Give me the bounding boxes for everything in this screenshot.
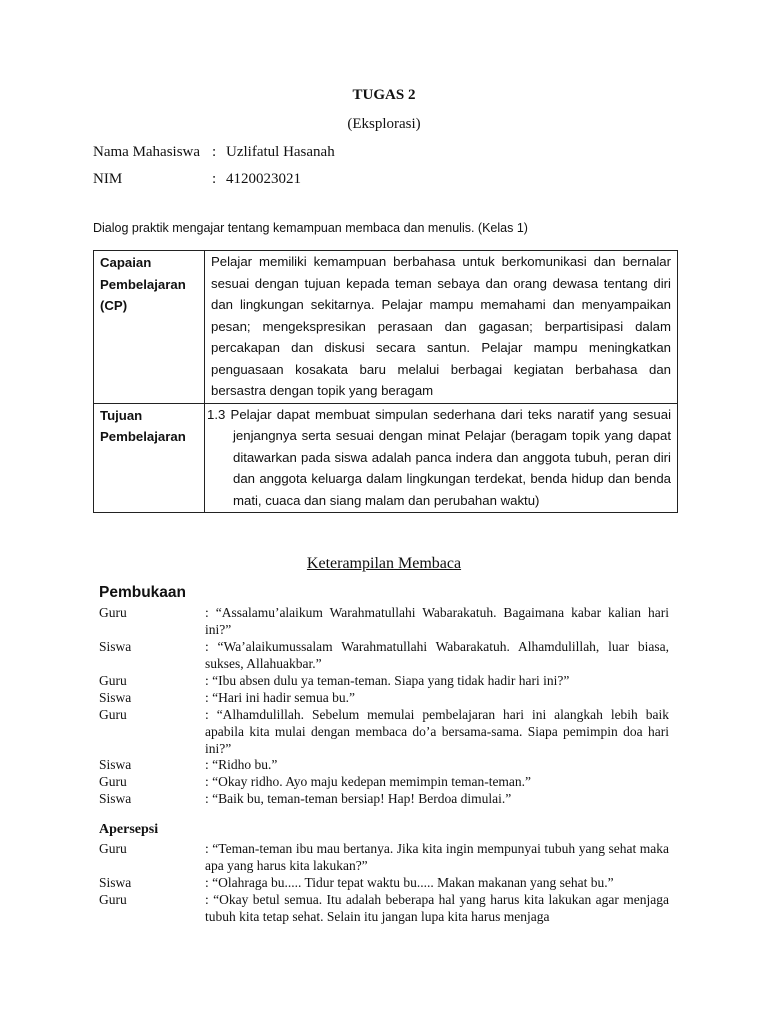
section-title: Keterampilan Membaca [306,555,462,572]
name-label: Nama Mahasiswa [93,144,201,160]
dialog-line [99,790,669,807]
speaker: Guru [99,892,127,907]
name-colon: : [212,144,217,160]
utterance: : “Wa’alaikumussalam Warahmatullahi Wabarakatuh. Alhamdulillah, luar biasa, sukses, Allahuakbar.” [205,639,669,671]
utterance: : “Okay betul semua. Itu adalah beberapa hal yang harus kita lakukan agar menjaga tubuh kita tetap sehat. Selain itu jangan lupa kita harus menjaga [205,892,669,924]
speaker: Guru [99,841,127,856]
tp-label: Tujuan Pembelajaran [94,403,205,513]
speaker: Siswa [99,757,132,772]
speaker: Guru [99,605,127,620]
tp-row [94,403,678,513]
dialog-line [99,891,669,925]
utterance: : “Olahraga bu..... Tidur tepat waktu bu..... Makan makanan yang sehat bu.” [205,875,614,890]
utterance: : “Ibu absen dulu ya teman-teman. Siapa yang tidak hadir hari ini?” [205,673,570,688]
dialog-line [99,773,669,790]
cp-text: Pelajar memiliki kemampuan berbahasa untuk berkomunikasi dan bernalar sesuai dengan tujuan kepada teman sebaya dan orang dewasa tentang diri dan lingkungan sekitarnya. Pelajar mampu memahami dan menyampaikan pesan; mengekspresikan perasaan dan gagasan; berpartisipasi dalam percakapan dan diskusi secara santun. Pelajar mampu meningkatkan penguasaan kosakata baru melalui berbagai kegiatan berbahasa dan bersastra dengan topik yang beragam [205,251,678,404]
apersepsi-heading: Apersepsi [99,822,159,837]
utterance: : “Alhamdulillah. Sebelum memulai pembelajaran hari ini alangkah lebih baik apabila kita mulai dengan membaca do’a bersama-sama. Siapa pemimpin doa hari ini?” [205,707,669,756]
speaker: Guru [99,774,127,789]
doc-title: TUGAS 2 [352,87,416,103]
dialog-line [99,672,669,689]
speaker: Siswa [99,639,132,654]
speaker: Siswa [99,791,132,806]
speaker: Guru [99,707,127,722]
learning-objectives-table [93,250,678,513]
dialog-line [99,874,669,891]
speaker: Guru [99,673,127,688]
dialog-line [99,689,669,706]
dialog-line [99,840,669,874]
cp-row [94,251,678,404]
dialog-line [99,706,669,757]
nim-label: NIM [93,171,123,187]
utterance: : “Assalamu’alaikum Warahmatullahi Wabarakatuh. Bagaimana kabar kalian hari ini?” [205,605,669,637]
utterance: : “Baik bu, teman-teman bersiap! Hap! Berdoa dimulai.” [205,791,512,806]
utterance: : “Okay ridho. Ayo maju kedepan memimpin teman-teman.” [205,774,532,789]
nim-colon: : [212,171,217,187]
pembukaan-heading: Pembukaan [99,584,187,601]
speaker: Siswa [99,875,132,890]
utterance: : “Ridho bu.” [205,757,278,772]
speaker: Siswa [99,690,132,705]
dialog-line [99,638,669,672]
tp-text: 1.3 Pelajar dapat membuat simpulan sederhana dari teks naratif yang sesuai jenjangnya serta sesuai dengan minat Pelajar (beragam topik yang dapat ditawarkan pada siswa adalah panca indera dan anggota tubuh, peran diri dan anggota keluarga dalam lingkungan terdekat, benda hidup dan benda mati, cuaca dan siang malam dan perubahan waktu) [207,406,671,508]
dialog-line [99,604,669,638]
dialog-line [99,756,669,773]
name-value: Uzlifatul Hasanah [226,144,335,160]
cp-label: Capaian Pembelajaran (CP) [94,251,205,404]
utterance: : “Hari ini hadir semua bu.” [205,690,355,705]
intro-text: Dialog praktik mengajar tentang kemampuan membaca dan menulis. (Kelas 1) [93,221,528,235]
utterance: : “Teman-teman ibu mau bertanya. Jika kita ingin mempunyai tubuh yang sehat maka apa yang harus kita lakukan?” [205,841,669,873]
nim-value: 4120023021 [226,171,301,187]
doc-subtitle: (Eksplorasi) [347,116,421,132]
